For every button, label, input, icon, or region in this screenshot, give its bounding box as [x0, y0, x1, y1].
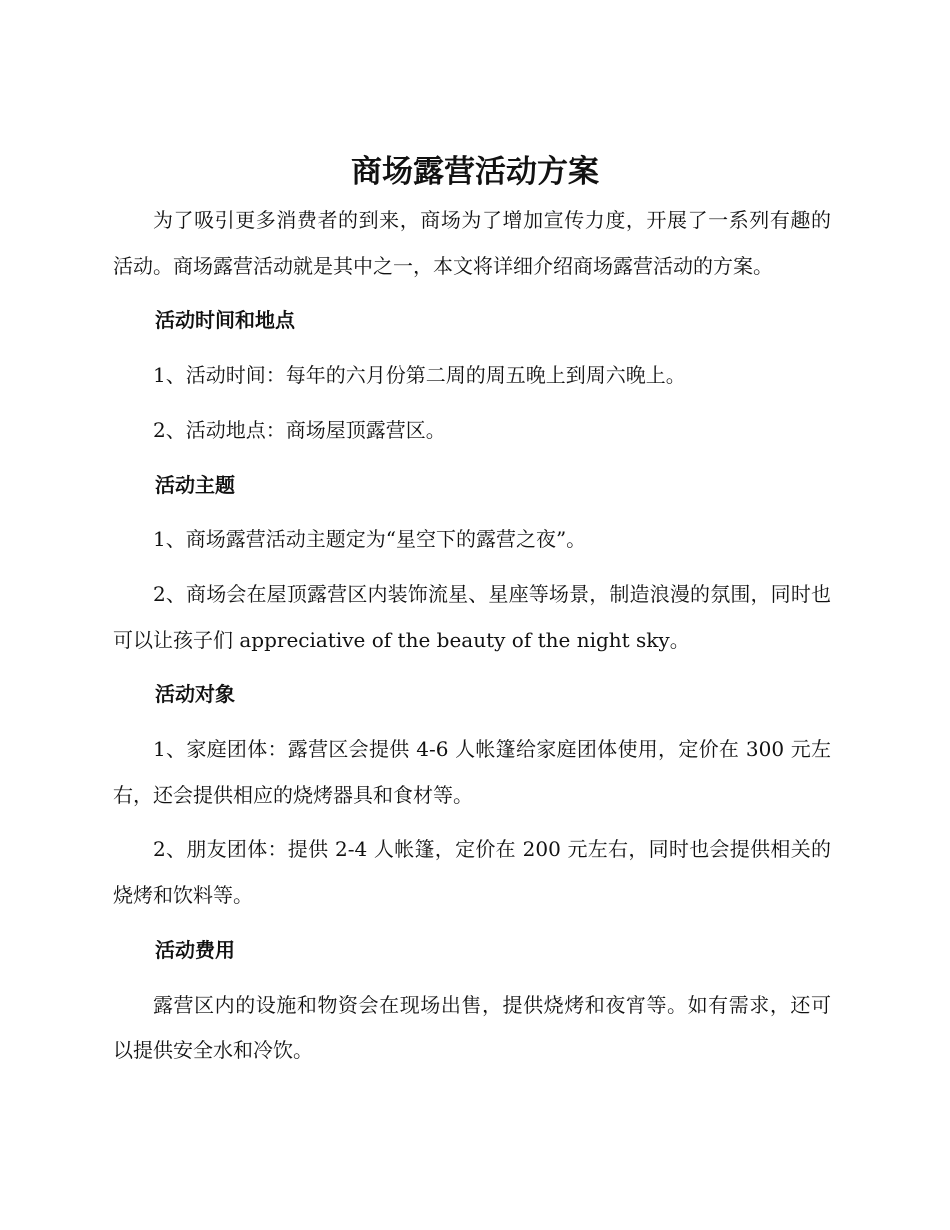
paragraph-theme-decoration: 2、商场会在屋顶露营区内装饰流星、星座等场景，制造浪漫的氛围，同时也可以让孩子们 appreciative of the beauty of the night sky。 — [113, 581, 831, 652]
section-heading-fees: 活动费用 — [155, 937, 235, 962]
paragraph-theme-name: 1、商场露营活动主题定为“星空下的露营之夜”。 — [153, 527, 587, 552]
page-title: 商场露营活动方案 — [351, 154, 599, 190]
intro-paragraph: 为了吸引更多消费者的到来，商场为了增加宣传力度，开展了一系列有趣的活动。商场露营活动就是其中之一，本文将详细介绍商场露营活动的方案。 — [113, 208, 831, 278]
paragraph-activity-time: 1、活动时间：每年的六月份第二周的周五晚上到周六晚上。 — [153, 363, 686, 388]
section-heading-audience: 活动对象 — [155, 682, 235, 707]
paragraph-fees: 露营区内的设施和物资会在现场出售，提供烧烤和夜宵等。如有需求，还可以提供安全水和冷饮。 — [113, 992, 831, 1063]
paragraph-family-groups: 1、家庭团体：露营区会提供 4-6 人帐篷给家庭团体使用，定价在 300 元左右，还会提供相应的烧烤器具和食材等。 — [113, 737, 831, 807]
document-body — [113, 198, 831, 1074]
section-heading-theme: 活动主题 — [155, 472, 235, 497]
paragraph-friend-groups: 2、朋友团体：提供 2-4 人帐篷，定价在 200 元左右，同时也会提供相关的烧烤和饮料等。 — [113, 837, 831, 908]
section-heading-time-location: 活动时间和地点 — [155, 308, 295, 333]
paragraph-activity-location: 2、活动地点：商场屋顶露营区。 — [153, 417, 446, 442]
